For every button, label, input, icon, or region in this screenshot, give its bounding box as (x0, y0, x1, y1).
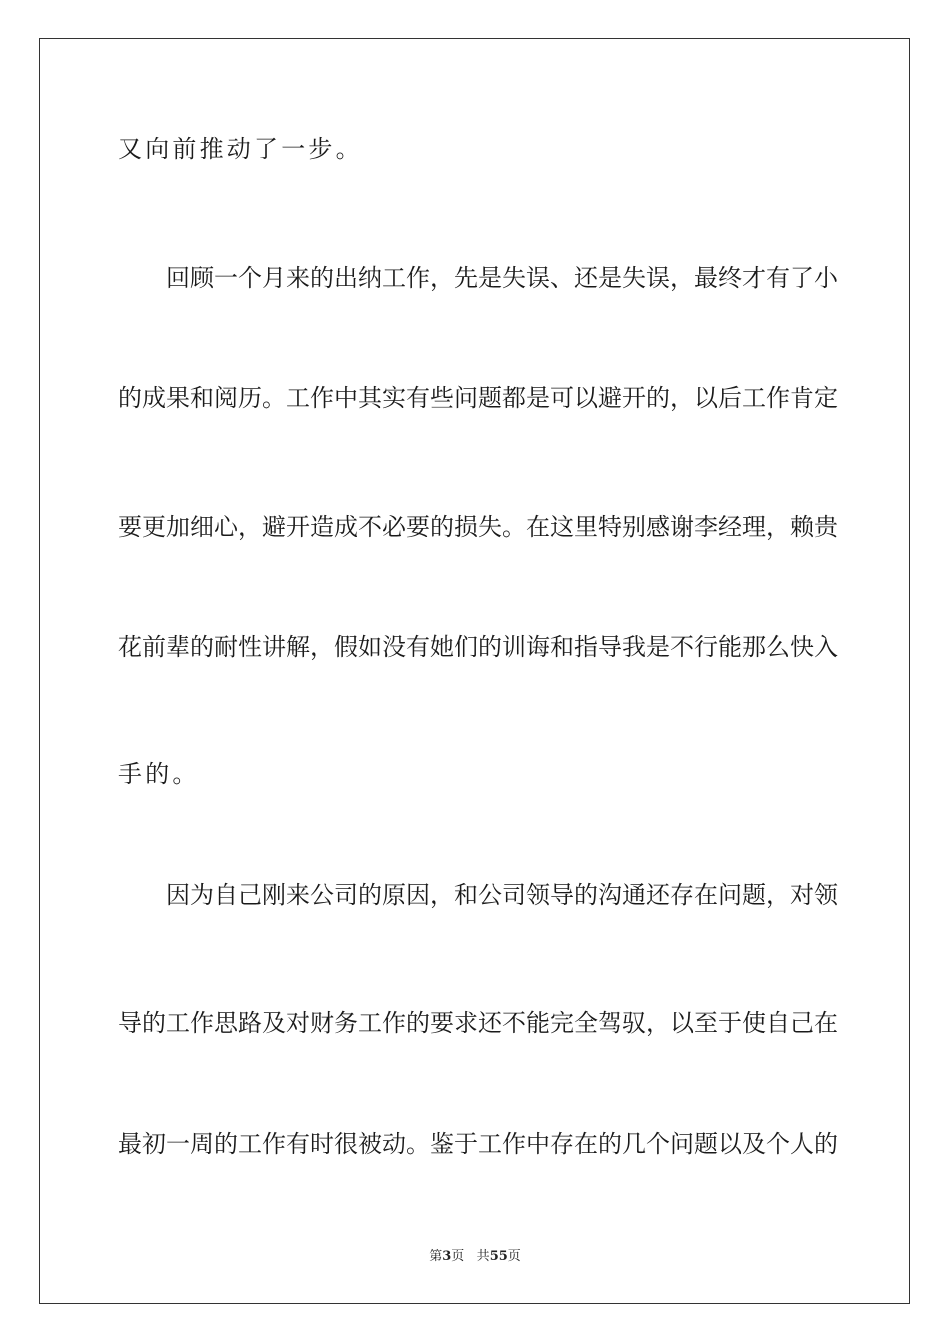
paragraph-line-3: 的成果和阅历。工作中其实有些问题都是可以避开的，以后工作肯定 (118, 384, 838, 412)
paragraph-line-2: 回顾一个月来的出纳工作，先是失误、还是失误，最终才有了小 (166, 264, 838, 292)
paragraph-line-8: 导的工作思路及对财务工作的要求还不能完全驾驭，以至于使自己在 (118, 1009, 838, 1037)
footer-total-suffix: 页 (507, 1249, 521, 1264)
paragraph-line-7: 因为自己刚来公司的原因，和公司领导的沟通还存在问题，对领 (166, 881, 838, 909)
paragraph-line-4: 要更加细心，避开造成不必要的损失。在这里特别感谢李经理，赖贵 (118, 513, 838, 541)
paragraph-line-9: 最初一周的工作有时很被动。鉴于工作中存在的几个问题以及个人的 (118, 1130, 838, 1158)
footer-page-prefix: 第 (429, 1249, 443, 1264)
paragraph-line-1: 又向前推动了一步。 (118, 135, 363, 163)
footer-total-pages: 55 (489, 1249, 508, 1264)
paragraph-line-5: 花前辈的耐性讲解，假如没有她们的训诲和指导我是不行能那么快入 (118, 633, 838, 661)
footer-total-prefix: 共 (476, 1249, 490, 1264)
page-border (39, 38, 910, 1304)
paragraph-line-6: 手的。 (118, 760, 200, 788)
footer-page-suffix: 页 (451, 1249, 465, 1264)
page-footer (0, 1248, 950, 1266)
footer-page-number: 3 (442, 1249, 452, 1264)
